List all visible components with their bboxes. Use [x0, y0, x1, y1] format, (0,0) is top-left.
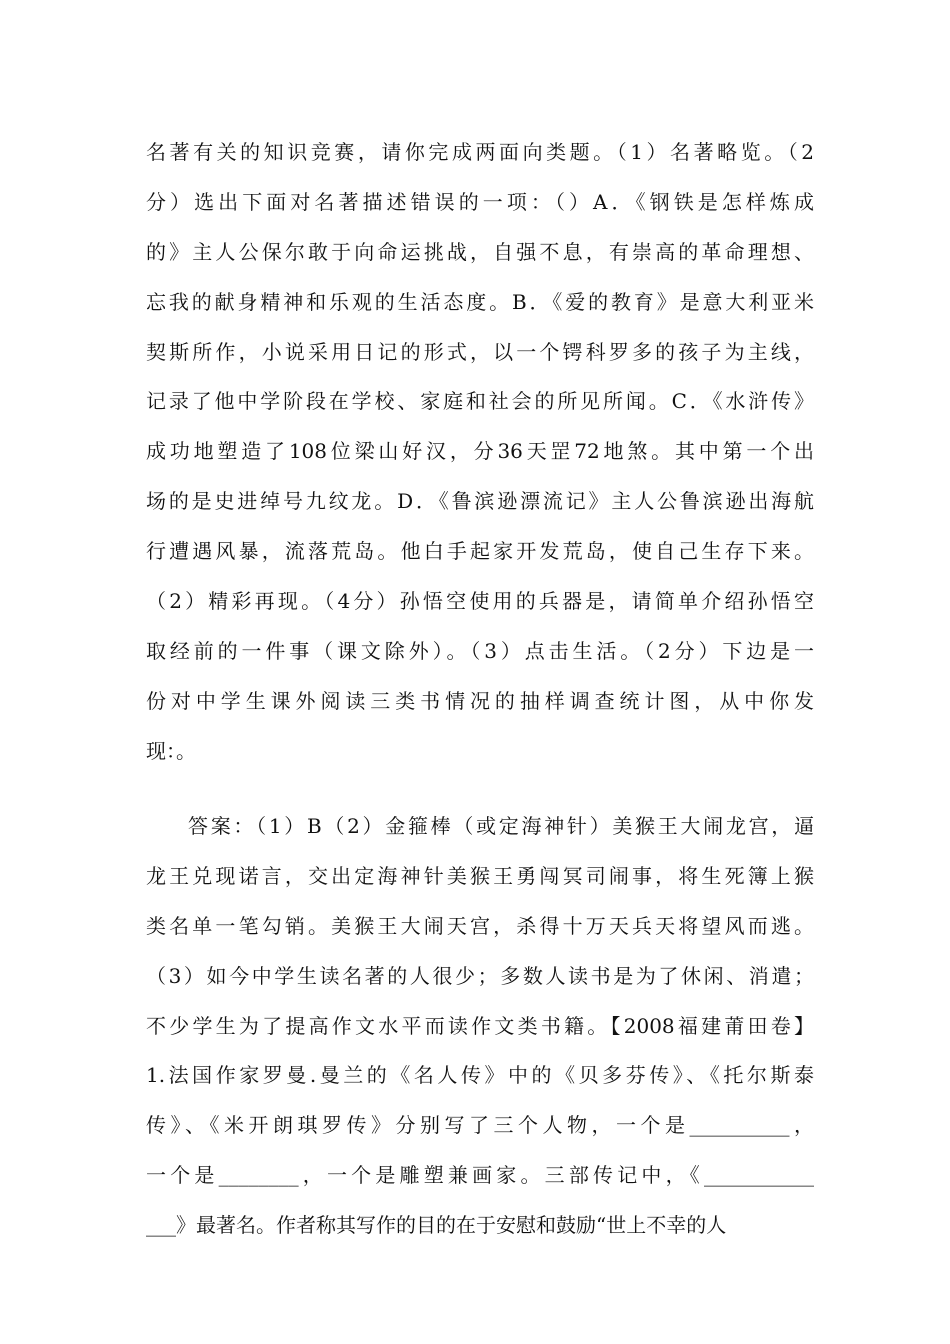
answer-line: 1.法国作家罗曼.曼兰的《名人传》中的《贝多芬传》、《托尔斯泰: [146, 1063, 814, 1088]
answer-line: 不少学生为了提高作文水平而读作文类书籍。【2008福建莆田卷】: [146, 1013, 814, 1038]
question-line: 场的是史进绰号九纹龙。D．《鲁滨逊漂流记》主人公鲁滨逊出海航: [146, 489, 814, 514]
question-line: 行遭遇风暴，流落荒岛。他白手起家开发荒岛，使自己生存下来。: [146, 539, 814, 564]
answer-line: 传》、《米开朗琪罗传》分别写了三个人物，一个是__________，: [146, 1113, 814, 1138]
question-line: 成功地塑造了108位梁山好汉，分36天罡72地煞。其中第一个出: [146, 439, 814, 464]
question-line: 现：。: [146, 738, 196, 763]
question-line: 记录了他中学阶段在学校、家庭和社会的所见所闻。C．《水浒传》: [146, 389, 814, 414]
question-line: 契斯所作，小说采用日记的形式，以一个锷科罗多的孩子为主线，: [146, 339, 814, 364]
question-line: 分）选出下面对名著描述错误的一项：（）A．《钢铁是怎样炼成: [146, 189, 814, 214]
question-line: 忘我的献身精神和乐观的生活态度。B．《爱的教育》是意大利亚米: [146, 289, 814, 314]
question-line: 的》主人公保尔敢于向命运挑战，自强不息，有崇高的革命理想、: [146, 239, 814, 264]
answer-paragraph: [146, 802, 814, 1251]
question-line: 份对中学生课外阅读三类书情况的抽样调查统计图，从中你发: [146, 688, 814, 713]
answer-line: 一个是________，一个是雕塑兼画家。三部传记中，《___________: [146, 1163, 814, 1188]
question-line: 名著有关的知识竞赛，请你完成两面向类题。（1）名著略览。（2: [146, 140, 814, 164]
question-paragraph: [146, 128, 814, 777]
answer-line: （3）如今中学生读名著的人很少；多数人读书是为了休闲、消遣；: [146, 963, 814, 988]
answer-line: 类名单一笔勾销。美猴王大闹天宫，杀得十万天兵天将望风而逃。: [146, 913, 814, 938]
question-line: （2）精彩再现。（4分）孙悟空使用的兵器是，请简单介绍孙悟空: [146, 589, 814, 614]
answer-line: 答案：（1）B（2）金箍棒（或定海神针）美猴王大闹龙宫，逼: [188, 814, 814, 838]
answer-line: ___》最著名。作者称其写作的目的在于安慰和鼓励“世上不幸的人: [146, 1213, 727, 1238]
answer-line: 龙王兑现诺言，交出定海神针美猴王勇闯冥司闹事，将生死簿上猴: [146, 863, 814, 888]
question-line: 取经前的一件事（课文除外）。（3）点击生活。（2分）下边是一: [146, 638, 814, 663]
